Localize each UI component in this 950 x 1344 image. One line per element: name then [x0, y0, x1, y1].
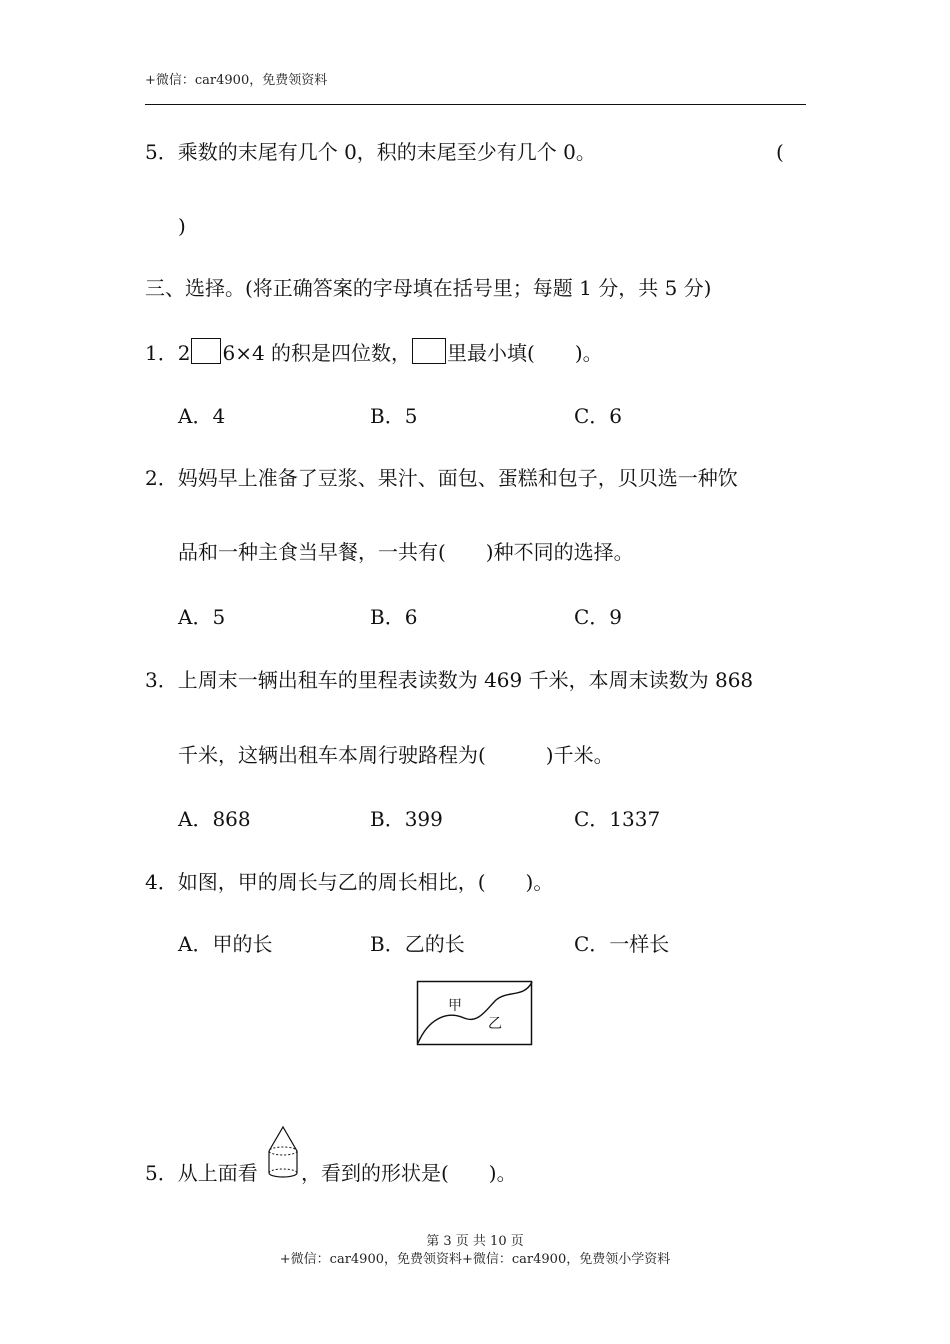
- perimeter-figure: [416, 980, 534, 1047]
- question-2-option-a: A．5: [178, 605, 226, 629]
- question-2-option-c: C．9: [574, 605, 623, 629]
- figure-label-yi: 乙: [488, 1016, 502, 1032]
- question-1-number: 1．: [145, 341, 178, 365]
- question-1-option-b: B．5: [370, 404, 418, 428]
- question-2-option-b: B．6: [370, 605, 418, 629]
- question-1-option-a: A．4: [178, 404, 226, 428]
- figure-label-jia: 甲: [448, 998, 462, 1014]
- prev-question-paren-open: (: [776, 140, 784, 164]
- footer-watermark: +微信：car4900，免费领资料+微信：car4900，免费领小学资料: [279, 1252, 671, 1267]
- blank-box: [191, 338, 221, 364]
- question-1-part1: 2: [177, 341, 191, 365]
- question-3-line1: 3．上周末一辆出租车的里程表读数为 469 千米，本周末读数为 868: [145, 668, 754, 692]
- question-1: [145, 338, 603, 365]
- question-5-part2: ，看到的形状是( )。: [301, 1161, 517, 1185]
- cone-cylinder-icon: [265, 1125, 301, 1183]
- page-number: 第 3 页 共 10 页: [426, 1234, 524, 1249]
- question-1-part2: 6×4 的积是四位数，: [222, 341, 412, 365]
- question-5-part1: 5．从上面看: [145, 1161, 258, 1185]
- prev-question-paren-close: ): [178, 214, 186, 238]
- blank-box: [412, 338, 446, 364]
- question-4-line1: 4．如图，甲的周长与乙的周长相比，( )。: [145, 870, 554, 894]
- question-1-option-c: C．6: [574, 404, 623, 428]
- question-4-option-b: B．乙的长: [370, 932, 465, 956]
- question-3-option-c: C．1337: [574, 807, 661, 831]
- header-watermark: +微信：car4900，免费领资料: [145, 73, 328, 88]
- question-2-line1: 2．妈妈早上准备了豆浆、果汁、面包、蛋糕和包子，贝贝选一种饮: [145, 466, 738, 490]
- figure-curve: [418, 982, 532, 1043]
- question-2-line2: 品和一种主食当早餐，一共有( )种不同的选择。: [178, 540, 634, 564]
- question-4-option-a: A．甲的长: [178, 932, 273, 956]
- section-title: 三、选择。(将正确答案的字母填在括号里；每题 1 分，共 5 分): [145, 276, 712, 300]
- question-3-option-b: B．399: [370, 807, 443, 831]
- figure-rectangle: [418, 982, 532, 1045]
- header-rule: [145, 104, 806, 105]
- question-4-option-c: C．一样长: [574, 932, 670, 956]
- prev-question-text: 5．乘数的末尾有几个 0，积的末尾至少有几个 0。: [145, 140, 596, 164]
- question-1-part3: 里最小填( )。: [447, 341, 603, 365]
- question-3-option-a: A．868: [178, 807, 251, 831]
- question-3-line2: 千米，这辆出租车本周行驶路程为( )千米。: [178, 743, 614, 767]
